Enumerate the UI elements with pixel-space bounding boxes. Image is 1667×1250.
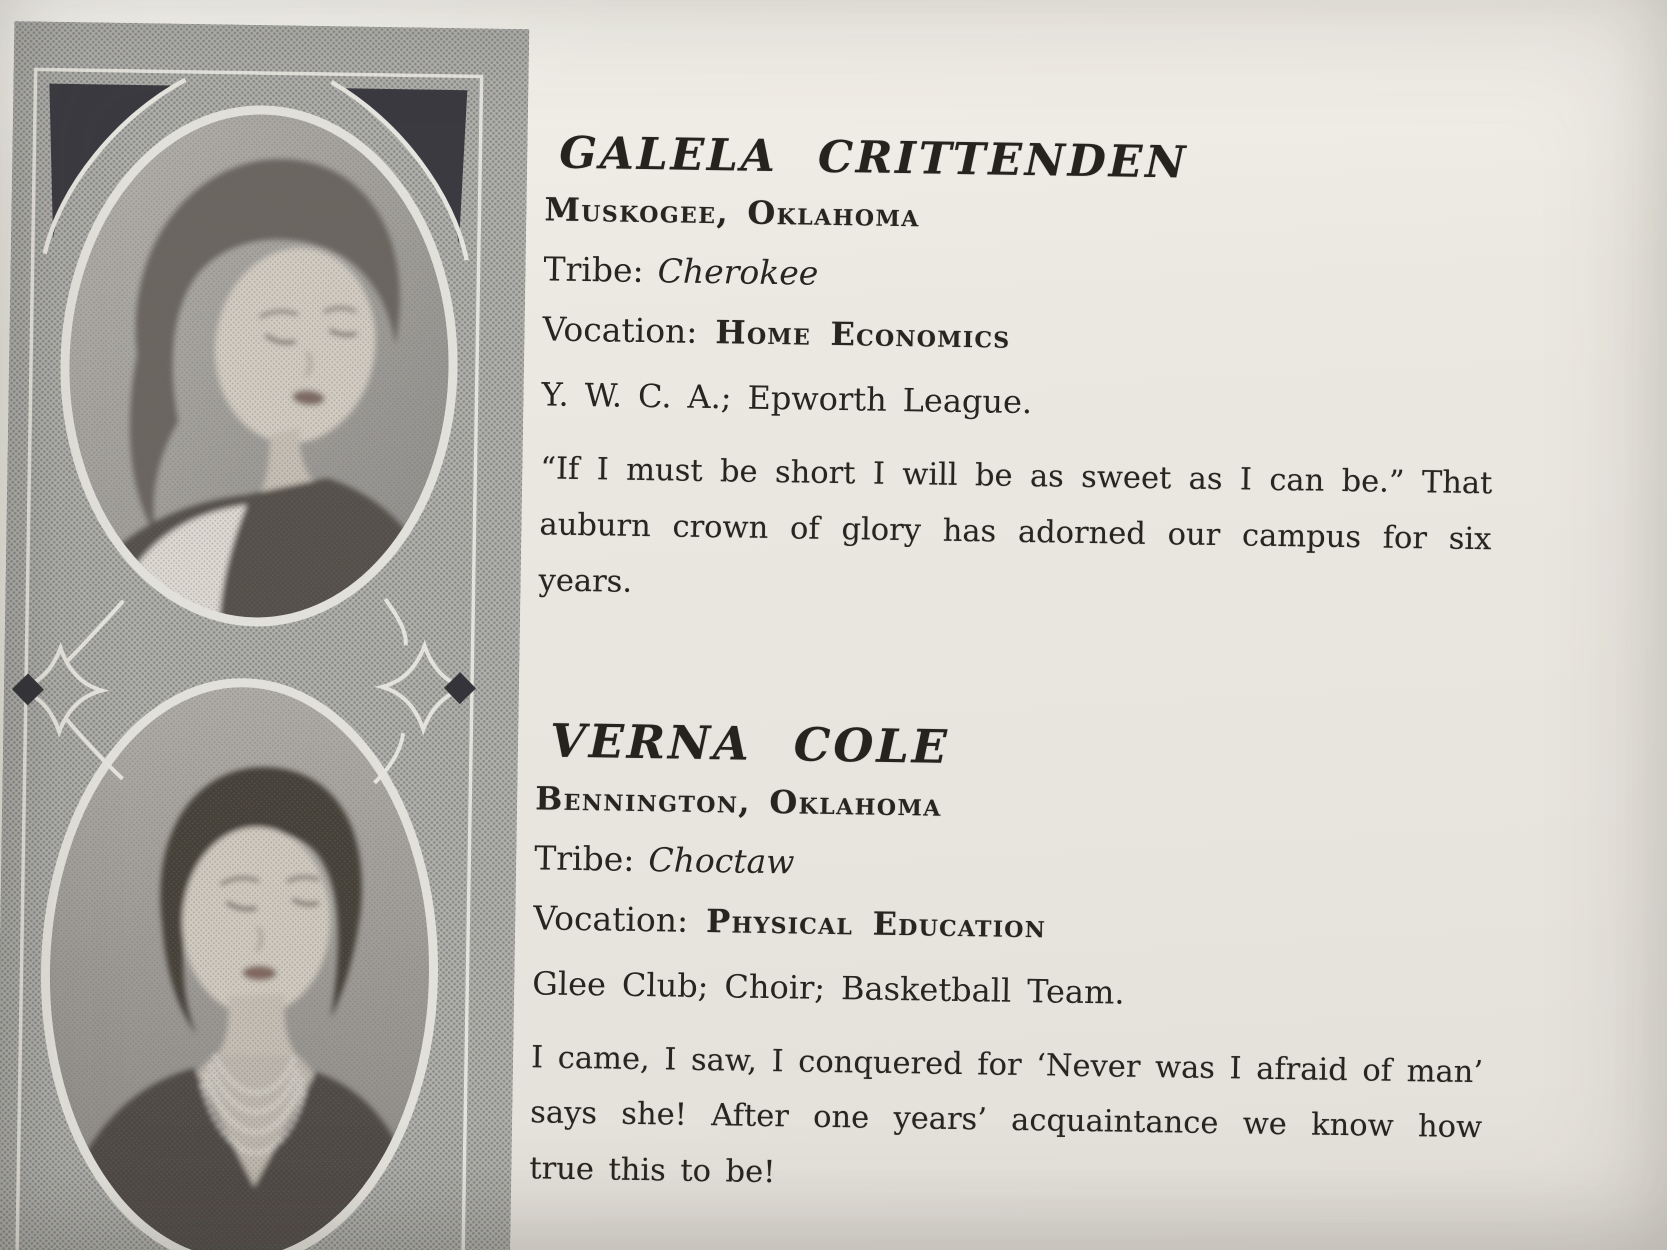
vocation-value: Physical Education — [705, 901, 1047, 945]
student-blurb: “If I must be short I will be as sweet as I can be.” That auburn crown of glory has adorned our campus for six years. — [538, 451, 1493, 600]
entry-galela-crittenden — [538, 129, 1497, 624]
student-name: VERNA COLE — [549, 713, 951, 774]
photo-strip — [0, 21, 529, 1250]
student-activities: Glee Club; Choir; Basketball Team. — [532, 963, 1125, 1012]
entry-verna-cole — [529, 715, 1488, 1212]
tribe-label: Tribe: — [534, 837, 635, 879]
vocation-label: Vocation: — [542, 309, 698, 352]
student-blurb: I came, I saw, I conquered for ‘Never was I afraid of man’ says she! After one years’ acquaintance we know how true this to be! — [529, 1039, 1484, 1191]
tribe-value: Choctaw — [648, 839, 795, 882]
student-vocation-row — [542, 310, 1494, 364]
student-name: GALELA CRITTENDEN — [558, 127, 1189, 189]
student-activities: Y. W. C. A.; Epworth League. — [541, 375, 1033, 422]
photo-strip-graphic — [0, 21, 529, 1250]
student-vocation-row — [533, 898, 1485, 952]
tribe-label: Tribe: — [543, 249, 644, 291]
student-tribe-row — [534, 838, 1486, 892]
vocation-value: Home Economics — [715, 313, 1011, 357]
student-tribe-row — [543, 250, 1495, 304]
student-location: Bennington, Oklahoma — [534, 778, 943, 824]
vocation-label: Vocation: — [533, 897, 689, 940]
tribe-value: Cherokee — [657, 251, 819, 294]
student-location: Muskogee, Oklahoma — [544, 190, 921, 235]
